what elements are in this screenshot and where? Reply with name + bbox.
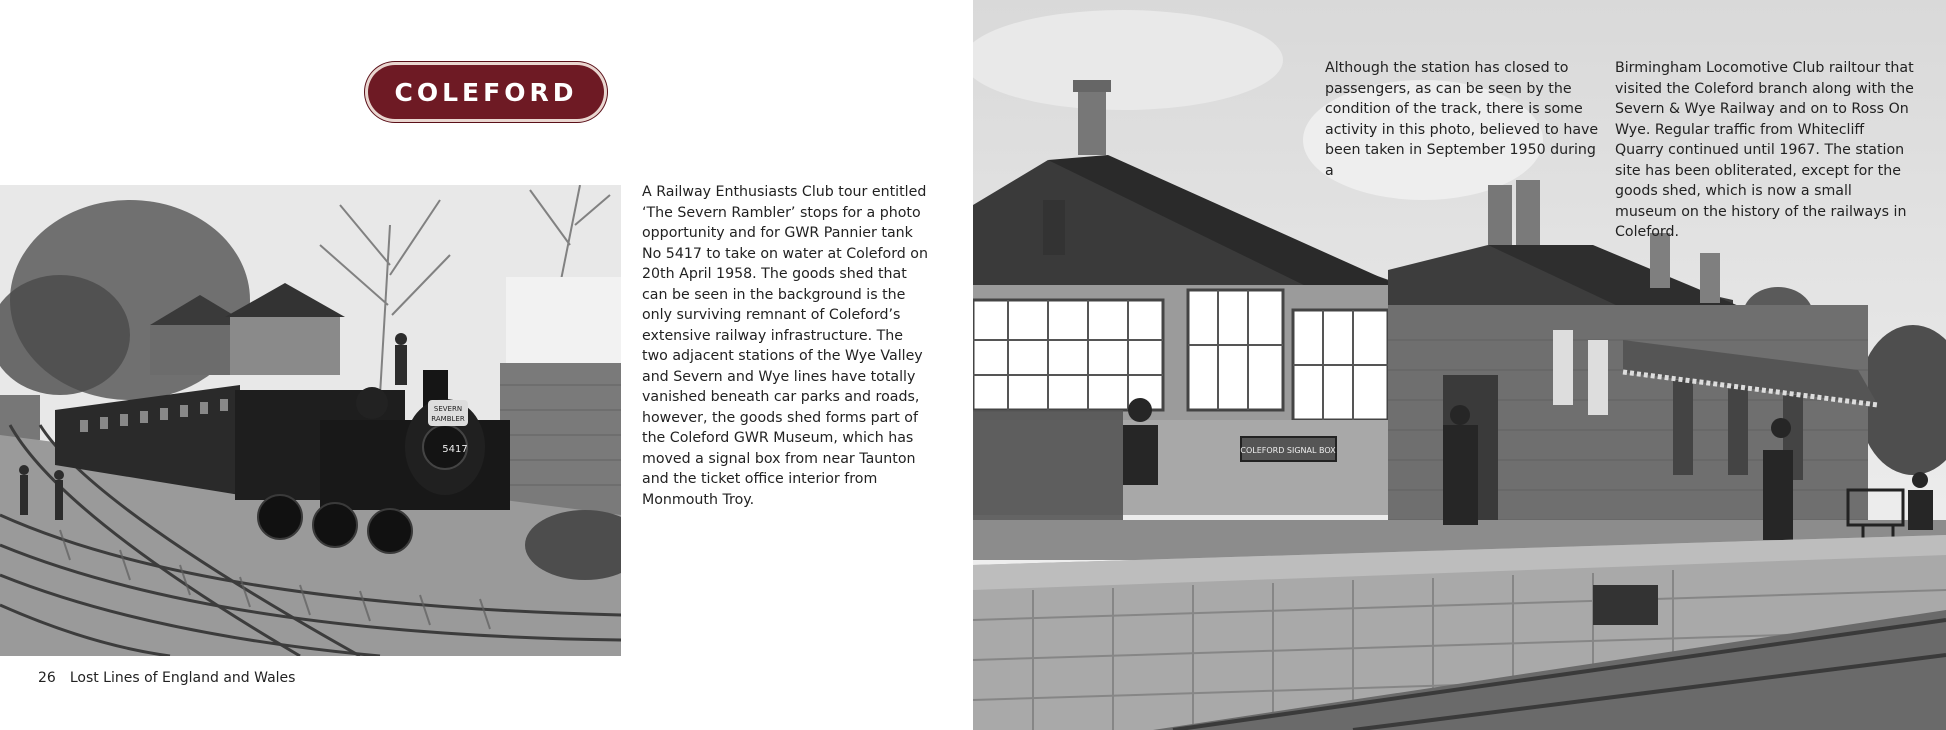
train-photo xyxy=(0,185,621,656)
signal-box-sign: COLEFORD SIGNAL BOX xyxy=(1240,446,1336,455)
page-footer xyxy=(38,670,295,686)
running-title: Lost Lines of England and Wales xyxy=(69,670,296,686)
caption-right-col1: Although the station has closed to passengers, as can be seen by the condition of the track, there is some activity in this photo, believed to have been taken in September 1950 during a xyxy=(1325,60,1599,179)
caption-right-col2: Birmingham Locomotive Club railtour that visited the Coleford branch along with the Severn & Wye Railway and on to Ross On Wye. Regular traffic from Whitecliff Quarry continued until 1967. The station site has been obliterated, except for the goods shed, which is now a small museum on the history of the railways in Coleford. xyxy=(1615,60,1914,240)
right-page xyxy=(973,0,1946,730)
page-number: 26 xyxy=(38,670,56,686)
headboard-text-2: RAMBLER xyxy=(431,415,465,423)
loco-number: 5417 xyxy=(442,444,468,455)
station-nameplate xyxy=(365,62,607,122)
headboard-text-1: SEVERN xyxy=(433,405,463,413)
nameplate-text: COLEFORD xyxy=(394,77,578,107)
caption-left: A Railway Enthusiasts Club tour entitled ‘The Severn Rambler’ stops for a photo opportunity and for GWR Pannier tank No 5417 to take on water at Coleford on 20th April 1958. The goods shed that can be seen in the background is the only surviving remnant of Coleford’s extensive railway infrastructure. The two adjacent stations of the Wye Valley and Severn and Wye lines have totally vanished beneath car parks and roads, however, the goods shed forms part of the Coleford GWR Museum, which has moved a signal box from near Taunton and the ticket office interior from Monmouth Troy. xyxy=(642,184,928,508)
